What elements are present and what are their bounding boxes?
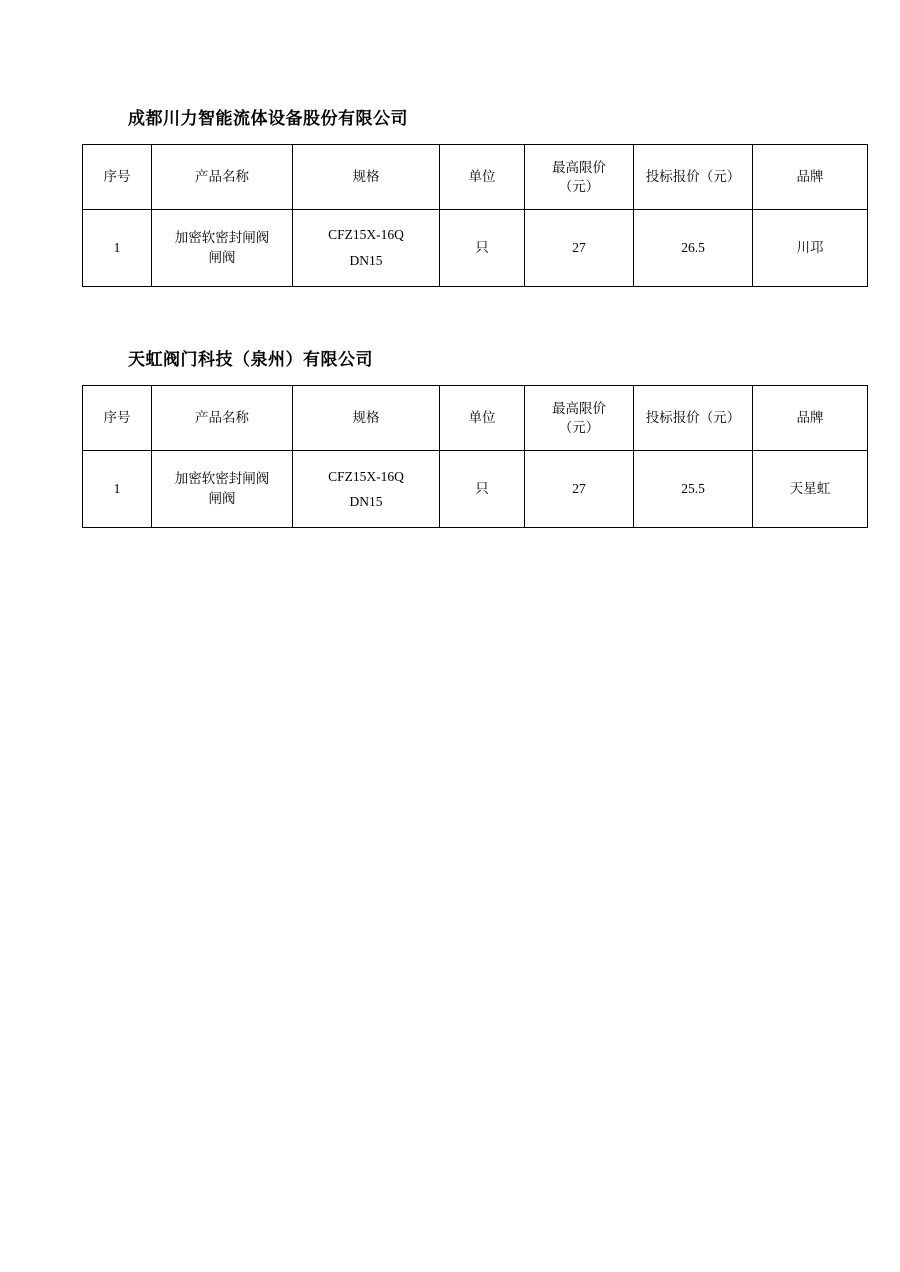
header-line1: 序号 (103, 169, 131, 185)
cell-unit: 只 (440, 451, 525, 528)
header-line1: 最高限价 (552, 159, 606, 175)
cell-spec (293, 451, 440, 528)
cell-product-name (152, 210, 293, 287)
header-cell-limit-price (525, 386, 634, 451)
header-line2: （元） (558, 420, 600, 436)
cell-spec (293, 210, 440, 287)
header-line1: 规格 (352, 169, 380, 185)
header-cell-spec (293, 386, 440, 451)
header-cell-no (83, 386, 152, 451)
cell-brand: 川邛 (753, 210, 868, 287)
header-line2: （元） (558, 179, 600, 195)
header-cell-bid-price (634, 145, 753, 210)
cell-bid-price: 25.5 (634, 451, 753, 528)
table-header (83, 386, 868, 451)
product-name-line1: 加密软密封闸阀 (174, 229, 270, 245)
header-cell-brand (753, 145, 868, 210)
header-line1: 单位 (468, 169, 496, 185)
header-cell-product (152, 145, 293, 210)
table-body (83, 210, 868, 287)
header-cell-unit (440, 386, 525, 451)
bid-section-1 (82, 108, 824, 287)
cell-limit-price: 27 (525, 210, 634, 287)
table-header-row (83, 145, 868, 210)
header-line1: 序号 (103, 410, 131, 426)
cell-no: 1 (83, 451, 152, 528)
company-title: 天虹阀门科技（泉州）有限公司 (128, 350, 373, 370)
cell-limit-price: 27 (525, 451, 634, 528)
header-line1: 产品名称 (195, 169, 249, 185)
cell-product-name (152, 451, 293, 528)
header-line1: 品牌 (796, 410, 824, 426)
spec-line1: CFZ15X-16Q (328, 227, 404, 243)
header-line1: 产品名称 (195, 410, 249, 426)
cell-brand: 天星虹 (753, 451, 868, 528)
header-line1: 品牌 (796, 169, 824, 185)
spec-line2: DN15 (349, 494, 383, 510)
header-cell-limit-price (525, 145, 634, 210)
header-cell-brand (753, 386, 868, 451)
company-title: 成都川力智能流体设备股份有限公司 (128, 109, 408, 128)
table-row (83, 451, 868, 528)
header-line1: 最高限价 (552, 400, 606, 416)
header-line1: 投标报价（元） (645, 410, 741, 426)
cell-no: 1 (83, 210, 152, 287)
spec-line2: DN15 (349, 253, 383, 269)
table-row (83, 210, 868, 287)
header-cell-unit (440, 145, 525, 210)
bid-section-2 (82, 349, 831, 528)
header-cell-bid-price (634, 386, 753, 451)
cell-bid-price: 26.5 (634, 210, 753, 287)
header-line1: 规格 (352, 410, 380, 426)
product-name-line2: 闸阀 (208, 250, 236, 266)
bid-table (82, 385, 868, 528)
table-header-row (83, 386, 868, 451)
product-name-line2: 闸阀 (208, 491, 236, 507)
table-header (83, 145, 868, 210)
header-line1: 投标报价（元） (645, 169, 741, 185)
spec-line1: CFZ15X-16Q (328, 468, 404, 484)
header-cell-product (152, 386, 293, 451)
product-name-line1: 加密软密封闸阀 (174, 470, 270, 486)
cell-unit: 只 (440, 210, 525, 287)
header-cell-spec (293, 145, 440, 210)
table-body (83, 451, 868, 528)
header-cell-no (83, 145, 152, 210)
header-line1: 单位 (468, 410, 496, 426)
bid-table (82, 144, 868, 287)
